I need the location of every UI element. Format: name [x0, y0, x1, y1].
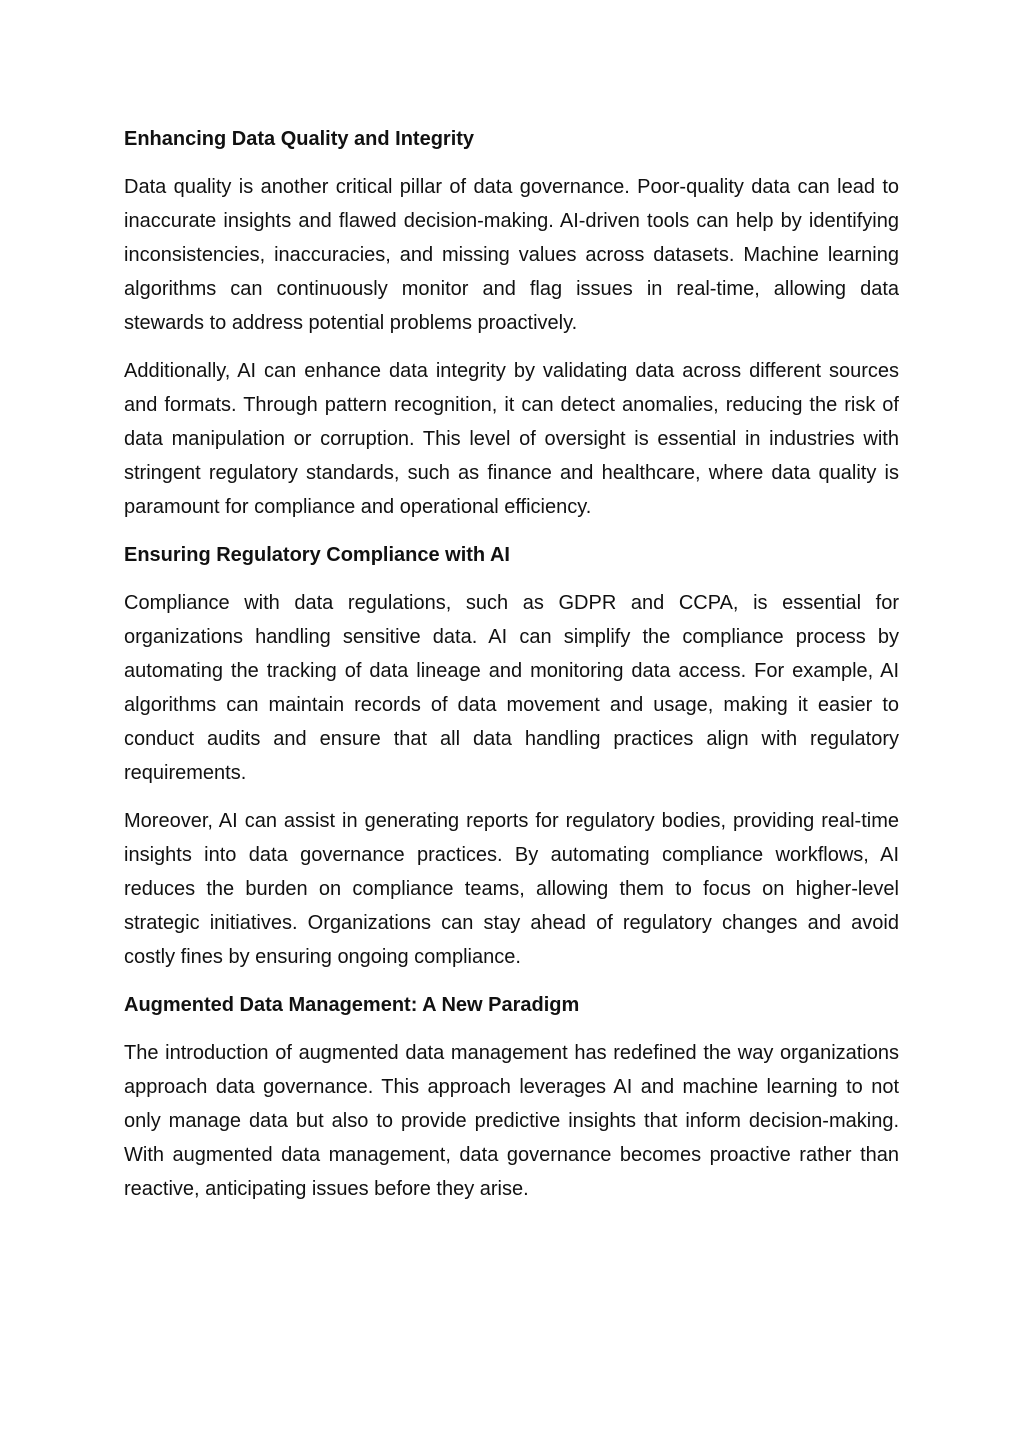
- paragraph-data-quality-2: Additionally, AI can enhance data integrity by validating data across different sources and formats. Through pattern recognition, it can detect anomalies, reducing the risk of data manipulation or corruption. This level of oversight is essential in industries with stringent regulatory standards, such as finance and healthcare, where data quality is paramount for compliance and operational efficiency.: [124, 360, 899, 518]
- section-heading-augmented-data-management: Augmented Data Management: A New Paradigm: [124, 994, 580, 1016]
- document-page: [124, 122, 899, 1220]
- paragraph-augmented-data-management-1: The introduction of augmented data management has redefined the way organizations approach data governance. This approach leverages AI and machine learning to not only manage data but also to provide predictive insights that inform decision-making. With augmented data management, data governance becomes proactive rather than reactive, anticipating issues before they arise.: [124, 1042, 899, 1200]
- paragraph-compliance-2: Moreover, AI can assist in generating reports for regulatory bodies, providing real-time insights into data governance practices. By automating compliance workflows, AI reduces the burden on compliance teams, allowing them to focus on higher-level strategic initiatives. Organizations can stay ahead of regulatory changes and avoid costly fines by ensuring ongoing compliance.: [124, 810, 899, 968]
- section-heading-regulatory-compliance: Ensuring Regulatory Compliance with AI: [124, 544, 510, 566]
- section-heading-data-quality: Enhancing Data Quality and Integrity: [124, 128, 475, 150]
- paragraph-compliance-1: Compliance with data regulations, such as GDPR and CCPA, is essential for organizations handling sensitive data. AI can simplify the compliance process by automating the tracking of data lineage and monitoring data access. For example, AI algorithms can maintain records of data movement and usage, making it easier to conduct audits and ensure that all data handling practices align with regulatory requirements.: [124, 592, 899, 784]
- paragraph-data-quality-1: Data quality is another critical pillar of data governance. Poor-quality data can lead to inaccurate insights and flawed decision-making. AI-driven tools can help by identifying inconsistencies, inaccuracies, and missing values across datasets. Machine learning algorithms can continuously monitor and flag issues in real-time, allowing data stewards to address potential problems proactively.: [124, 176, 899, 334]
